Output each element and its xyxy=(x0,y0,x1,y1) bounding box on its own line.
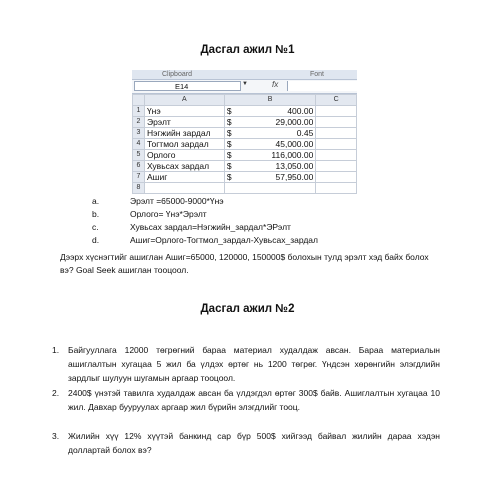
cell-value[interactable] xyxy=(224,150,316,161)
cell-value[interactable] xyxy=(224,161,316,172)
select-all-corner[interactable] xyxy=(133,95,145,106)
table-row xyxy=(133,139,357,150)
ribbon-clipboard-label: Clipboard xyxy=(162,71,192,78)
problem-text: Байгууллага 12000 төгрөгний бараа материал худалдаж авсан. Бараа материалын ашиглалтын хугацаа 5 жил ба үлдэх өртөг нь 1200 төгрөг. Үндсэн хөрөнгийн элэгдлийн зардлыг шулуун шугамын аргаар тооцоол. xyxy=(68,345,440,383)
function-icon[interactable]: fx xyxy=(272,80,279,89)
cell-empty[interactable] xyxy=(316,172,357,183)
formula-text: Ашиг=Орлого-Тогтмол_зардал-Хувьсах_зардал xyxy=(130,235,318,245)
problem-text: Жилийн хүү 12% хүүтэй банкинд сар бүр 500$ хийгээд байвал жилийн дараа хэдэн доллартай болох вэ? xyxy=(68,431,440,455)
cell-value[interactable] xyxy=(224,128,316,139)
amount: 116,000.00 xyxy=(271,150,314,160)
formula-input[interactable] xyxy=(287,81,358,91)
cell-empty[interactable] xyxy=(316,106,357,117)
cell-label[interactable]: Тогтмол зардал xyxy=(144,139,224,150)
amount: 45,000.00 xyxy=(275,139,314,149)
list-number: 2. xyxy=(52,388,60,398)
row-number[interactable]: 8 xyxy=(133,183,145,194)
row-number[interactable]: 6 xyxy=(133,161,145,172)
amount: 57,950.00 xyxy=(275,172,314,182)
amount: 400.00 xyxy=(287,106,314,116)
row-number[interactable]: 7 xyxy=(133,172,145,183)
list-marker: a. xyxy=(92,196,100,206)
list-number: 3. xyxy=(52,431,60,441)
currency: $ xyxy=(226,117,232,127)
cell-label[interactable]: Үнэ xyxy=(144,106,224,117)
spreadsheet-grid xyxy=(132,94,357,194)
table-row xyxy=(133,128,357,139)
amount: 0.45 xyxy=(296,128,314,138)
cell-empty[interactable] xyxy=(316,128,357,139)
amount: 13,050.00 xyxy=(275,161,314,171)
cell-empty[interactable] xyxy=(316,161,357,172)
exercise-1-question: Дээрх хүснэгтийг ашиглан Ашиг=65000, 120000, 150000$ болохын тулд эрэлт хэд байх болох вэ? Goal Seek ашиглан тооцоол. xyxy=(60,252,429,275)
currency: $ xyxy=(226,139,232,149)
amount: 29,000.00 xyxy=(275,117,314,127)
cell-value[interactable] xyxy=(224,117,316,128)
row-number[interactable]: 5 xyxy=(133,150,145,161)
cell-empty[interactable] xyxy=(316,139,357,150)
ribbon-strip xyxy=(132,70,357,80)
row-number[interactable]: 1 xyxy=(133,106,145,117)
table-row xyxy=(133,150,357,161)
name-box[interactable]: E14 xyxy=(134,81,241,91)
currency: $ xyxy=(226,161,232,171)
cell-label[interactable]: Орлого xyxy=(144,150,224,161)
table-row xyxy=(133,172,357,183)
list-number: 1. xyxy=(52,345,60,355)
table-row xyxy=(133,183,357,194)
cell-label[interactable]: Нэгжийн зардал xyxy=(144,128,224,139)
cell-empty[interactable] xyxy=(316,150,357,161)
row-number[interactable]: 4 xyxy=(133,139,145,150)
cell-label[interactable] xyxy=(144,183,224,194)
ribbon-font-label: Font xyxy=(310,71,325,78)
column-header-c[interactable]: C xyxy=(316,95,357,106)
table-row xyxy=(133,161,357,172)
row-number[interactable]: 3 xyxy=(133,128,145,139)
cell-label[interactable]: Эрэлт xyxy=(144,117,224,128)
column-header-b[interactable]: B xyxy=(224,95,316,106)
exercise-1-title: Дасгал ажил №1 xyxy=(200,44,295,56)
list-marker: d. xyxy=(92,235,100,245)
exercise-2-title: Дасгал ажил №2 xyxy=(200,303,295,315)
chevron-down-icon[interactable]: ▼ xyxy=(242,81,248,87)
cell-value[interactable] xyxy=(224,139,316,150)
cell-label[interactable]: Ашиг xyxy=(144,172,224,183)
row-number[interactable]: 2 xyxy=(133,117,145,128)
cell-empty[interactable] xyxy=(316,117,357,128)
cell-label[interactable]: Хувьсах зардал xyxy=(144,161,224,172)
cell-value[interactable] xyxy=(224,183,316,194)
column-header-a[interactable]: A xyxy=(144,95,224,106)
formula-bar xyxy=(132,80,357,94)
currency: $ xyxy=(226,172,232,182)
excel-screenshot xyxy=(132,70,357,191)
cell-value[interactable] xyxy=(224,106,316,117)
table-row xyxy=(133,117,357,128)
formula-text: Эрэлт =65000-9000*Үнэ xyxy=(130,196,224,206)
table-row xyxy=(133,106,357,117)
cell-value[interactable] xyxy=(224,172,316,183)
problem-text: 2400$ үнэтэй тавилга худалдаж авсан ба үлдэгдэл өртөг 300$ байв. Ашиглалтын хугацаа 10 жил. Давхар бууруулах аргаар жил бүрийн элэгдлийг тооц. xyxy=(68,388,440,412)
list-marker: c. xyxy=(92,222,99,232)
currency: $ xyxy=(226,128,232,138)
formula-text: Орлого= Үнэ*Эрэлт xyxy=(130,209,207,219)
cell-empty[interactable] xyxy=(316,183,357,194)
list-marker: b. xyxy=(92,209,100,219)
currency: $ xyxy=(226,106,232,116)
formula-text: Хувьсах зардал=Нэгжийн_зардал*ЭРэлт xyxy=(130,222,291,232)
currency: $ xyxy=(226,150,232,160)
